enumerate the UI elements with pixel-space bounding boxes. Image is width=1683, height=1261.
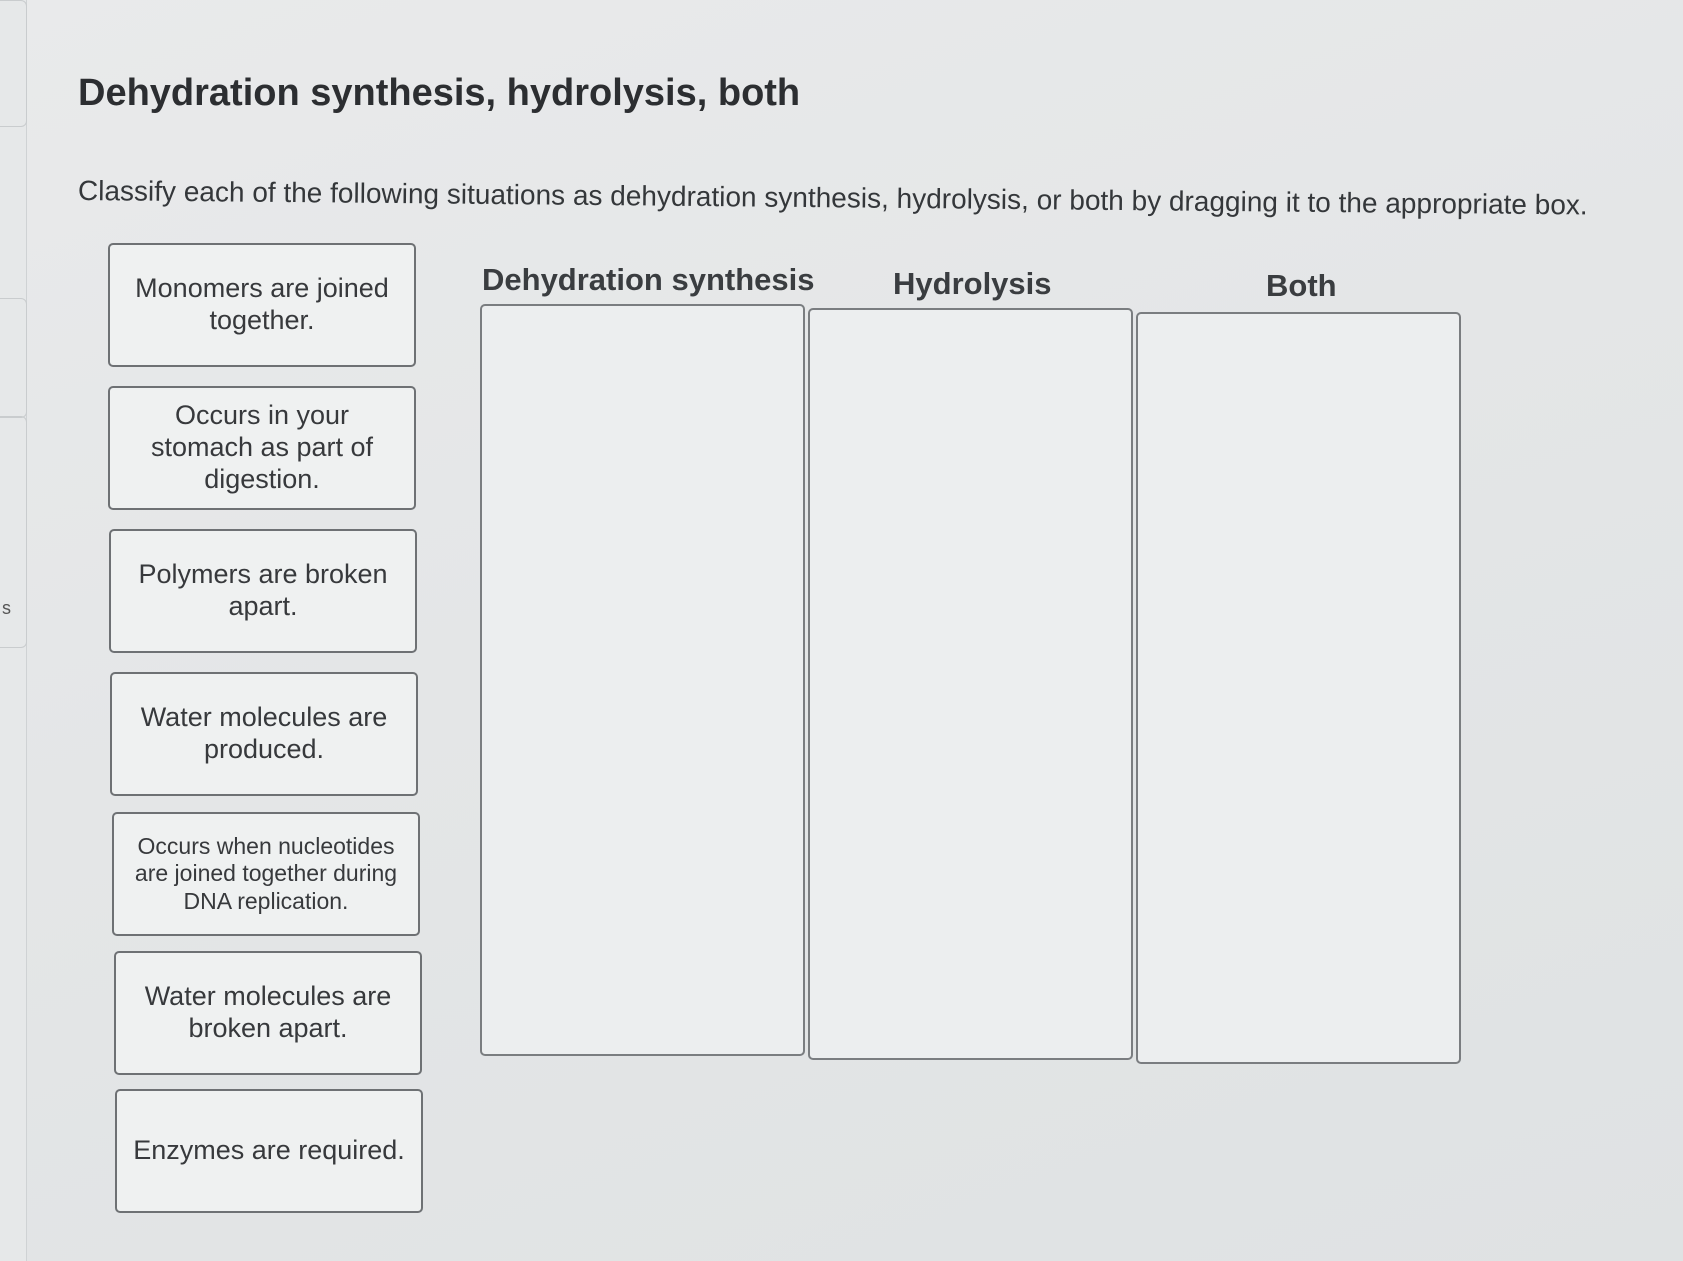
column-header-hydrolysis: Hydrolysis — [893, 266, 1052, 301]
draggable-card[interactable]: Polymers are broken apart. — [109, 529, 417, 653]
drop-zone-hydrolysis[interactable] — [808, 308, 1133, 1060]
drop-zone-both[interactable] — [1136, 312, 1461, 1064]
draggable-card[interactable]: Water molecules are broken apart. — [114, 951, 422, 1075]
left-panel-tab[interactable] — [0, 0, 27, 127]
draggable-card[interactable]: Occurs in your stomach as part of digestion. — [108, 386, 416, 510]
draggable-card[interactable]: Water molecules are produced. — [110, 672, 418, 796]
draggable-card[interactable]: Monomers are joined together. — [108, 243, 416, 367]
draggable-card[interactable]: Occurs when nucleotides are joined together during DNA replication. — [112, 812, 420, 936]
column-header-both: Both — [1266, 268, 1337, 303]
left-panel-tab[interactable] — [0, 298, 27, 418]
drop-zone-dehydration-synthesis[interactable] — [480, 304, 805, 1056]
instructions-text: Classify each of the following situations as dehydration synthesis, hydrolysis, or both by dragging it to the appropriate box. — [77, 175, 1588, 221]
left-panel-edge-letter: s — [2, 598, 11, 618]
left-panel-edge — [0, 0, 27, 1261]
column-header-dehydration-synthesis: Dehydration synthesis — [482, 262, 815, 297]
page-title: Dehydration synthesis, hydrolysis, both — [78, 72, 801, 114]
draggable-card[interactable]: Enzymes are required. — [115, 1089, 423, 1213]
